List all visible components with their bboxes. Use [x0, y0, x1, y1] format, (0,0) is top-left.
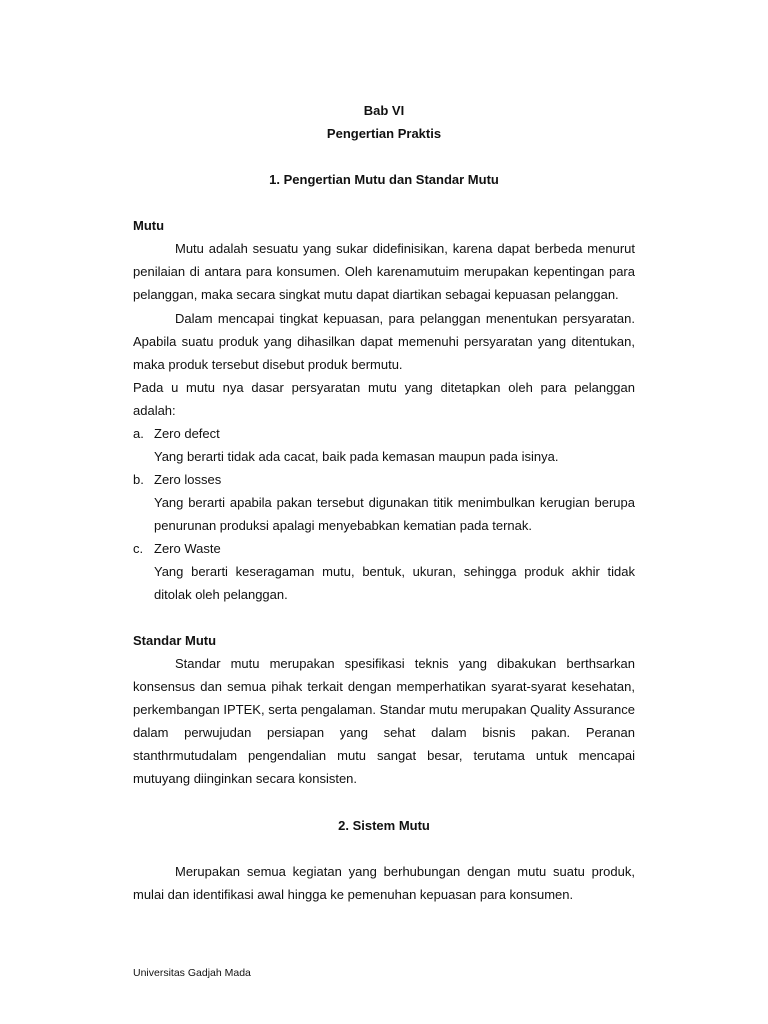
list-item-c-description: Yang berarti keseragaman mutu, bentuk, ukuran, sehingga produk akhir tidak ditolak oleh pelanggan.: [154, 564, 635, 602]
mutu-paragraph-3: Pada u mutu nya dasar persyaratan mutu yang ditetapkan oleh para pelanggan adalah:: [133, 380, 635, 418]
standar-mutu-paragraph: Standar mutu merupakan spesifikasi teknis yang dibakukan berthsarkan konsensus dan semua pihak terkait dengan memperhatikan syarat-syarat kesehatan, perkembangan IPTEK, serta pengalaman. Standar mutu merupakan Quality Assurance dalam perwujudan persiapan yang sehat dalam bisnis pakan. Peranan stanthrmutudalam pengendalian mutu sangat besar, terutama untuk mencapai mutuyang diinginkan secara konsisten.: [133, 656, 635, 786]
list-marker: c.: [133, 541, 144, 556]
footer-institution: Universitas Gadjah Mada: [133, 967, 251, 979]
list-item-c: [133, 537, 635, 560]
list-item-b-description: Yang berarti apabila pakan tersebut digunakan titik menimbulkan kerugian berupa penurunan produksi apalagi menyebabkan kematian pada ternak.: [154, 495, 635, 533]
sistem-mutu-paragraph: Merupakan semua kegiatan yang berhubungan dengan mutu suatu produk, mulai dan identifikasi awal hingga ke pemenuhan kepuasan para konsumen.: [133, 864, 635, 902]
section-1-title: 1. Pengertian Mutu dan Standar Mutu: [269, 172, 499, 187]
section-2-title: 2. Sistem Mutu: [338, 818, 430, 833]
chapter-title: Pengertian Praktis: [326, 126, 442, 141]
mutu-paragraph-1: Mutu adalah sesuatu yang sukar didefinisikan, karena dapat berbeda menurut penilaian di antara para konsumen. Oleh karenamutuim merupakan kepentingan para pelanggan, maka secara singkat mutu dapat diartikan sebagai kepuasan pelanggan.: [133, 241, 635, 302]
list-item-a: [133, 422, 635, 445]
standar-mutu-heading: Standar Mutu: [133, 633, 217, 648]
list-item-b: [133, 468, 635, 491]
list-item-label: Zero defect: [154, 426, 220, 441]
list-marker: a.: [133, 426, 144, 441]
chapter-label: Bab VI: [363, 103, 405, 118]
mutu-paragraph-2: Dalam mencapai tingkat kepuasan, para pelanggan menentukan persyaratan. Apabila suatu produk yang dihasilkan dapat memenuhi persyaratan yang ditentukan, maka produk tersebut disebut produk bermutu.: [133, 311, 635, 372]
list-item-a-description: Yang berarti tidak ada cacat, baik pada kemasan maupun pada isinya.: [154, 449, 559, 464]
list-marker: b.: [133, 472, 144, 487]
list-item-label: Zero losses: [154, 472, 222, 487]
list-item-label: Zero Waste: [154, 541, 221, 556]
mutu-heading: Mutu: [133, 218, 165, 233]
